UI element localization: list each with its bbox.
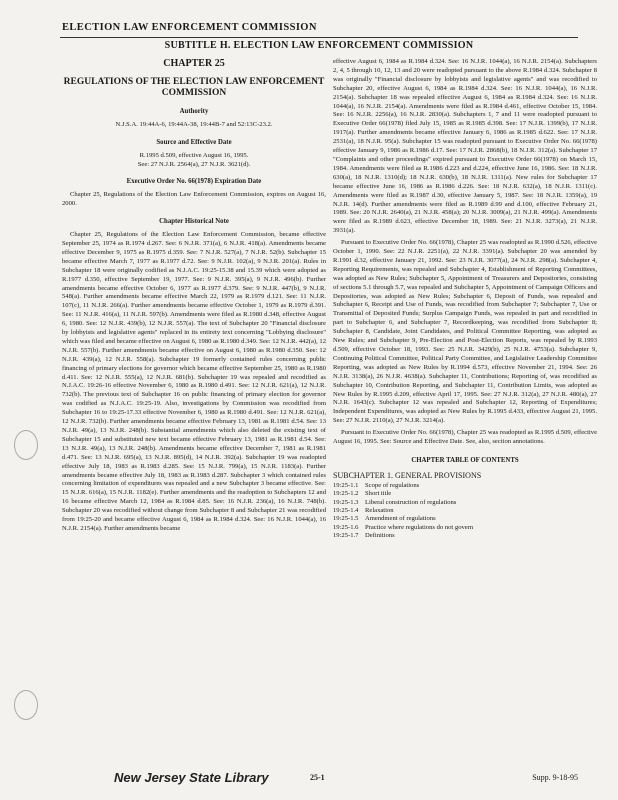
toc-entry-number: 19:25-1.7 xyxy=(333,532,359,540)
toc-entry-number: 19:25-1.1 xyxy=(333,481,359,489)
toc-entry-title: Short title xyxy=(365,490,392,498)
supplement-date: Supp. 9-18-95 xyxy=(532,773,578,782)
authority-text: N.J.S.A. 19:44A-6, 19:44A-38, 19:44B-7 and 52:13C-23.2. xyxy=(115,120,273,128)
toc-entry-title: Amendment of regulations xyxy=(365,515,436,523)
chapter-label: CHAPTER 25 xyxy=(163,58,225,69)
toc-entry-title: Practice where regulations do not govern xyxy=(365,523,474,531)
subtitle-heading: SUBTITLE H. ELECTION LAW ENFORCEMENT COMMISSION xyxy=(164,40,474,51)
source-line-2: See: 27 N.J.R. 2564(a), 27 N.J.R. 3621(d). xyxy=(137,160,251,168)
toc-entry[interactable] xyxy=(333,490,597,498)
running-head: ELECTION LAW ENFORCEMENT COMMISSION xyxy=(62,22,317,33)
toc-entry-title: Definitions xyxy=(365,532,395,540)
authority-heading: Authority xyxy=(179,107,209,115)
toc-entry[interactable] xyxy=(333,524,597,532)
toc-entry-number: 19:25-1.5 xyxy=(333,515,359,523)
toc-entry-number: 19:25-1.2 xyxy=(333,490,359,498)
toc-list xyxy=(333,482,597,541)
toc-subchapter-1: SUBCHAPTER 1. GENERAL PROVISIONS xyxy=(333,470,482,480)
historical-note-paragraph-4: Pursuant to Executive Order No. 66(1978), Chapter 25 was readopted as R.1995 d.509, effective August 16, 1995. See: Source and Effective Date. See, also, section annotations. xyxy=(333,429,597,446)
chapter-title: REGULATIONS OF THE ELECTION LAW ENFORCEMENT COMMISSION xyxy=(63,76,325,98)
source-heading: Source and Effective Date xyxy=(156,138,232,146)
toc-entry[interactable] xyxy=(333,499,597,507)
toc-entry-number: 19:25-1.3 xyxy=(333,498,359,506)
header-rule xyxy=(60,37,578,38)
historical-note-paragraph-1: Chapter 25, Regulations of the Election Law Enforcement Commission, became effective September 25, 1974 as R.1974 d.267. See: 6 N.J.R. 371(a), 6 N.J.R. 418(a). Amendments became effective December 9, 1975 as R.1975 d.359. See: 7 N.J.R. 527(a), 7 N.J.R. 52(b). Subchapter 15 became effective March 7, 1977 as R.1977 d.72. See: 9 N.J.R. 102(a), 9 N.J.R. 201(a). Rules in Subchapter 18 were originally codified as N.J.A.C. 19:25-15.38 and 15.39 which were adopted as R.1977 d.350, effective September 19, 1977. See: 9 N.J.R. 395(a), 9 N.J.R. 496(b). Further amendments became effective October 6, 1977 as R.1977 d.379. See: 9 N.J.R. 447(b), 9 N.J.R. 548(a). Further amendments became effective March 22, 1979 as R.1979 d.121. See: 11 N.J.R. 107(c), 11 N.J.R. 266(a). Further amendments became effective October 1, 1979 as R.1979 d.391. See: 11 N.J.R. 416(a), 11 N.J.R. 597(b). Amendments were filed as R.1980 d.348, effective August 6, 1980. See: 12 N.J.R. 439(b), 12 N.J.R. 557(a). The text of Subchapter 20 "Financial disclosure by lobbyists and legislative agents" replaced in its entirety text concerning "Lobbying disclosure" which was filed and became effective on August 6, 1980 as R.1980 d.349. See: 12 N.J.R. 442(a), 12 N.J.R. 557(b). Further amendments became effective on August 6, 1980 as R.1980 d.350. See: 12 N.J.R. 439(a), 12 N.J.R. 558(a). Subchapter 19 formerly contained rules concerning public financing of primary elections for governor which became effective September 25, 1980 as R.1980 d.411. See: 12 N.J.R. 555(a), 12 N.J.R. 681(b). Subchapter 19 was repealed and recodified as N.J.A.C. 19:26-16 effective November 6, 1980 as R.1980 d.491. See: 12 N.J.R. 621(a), 12 N.J.R. 732(b). The previous text of Subchapter 16 on public financing of primary election for governor was codified as N.J.A.C. 19:25-19. Also, investigations by Commission was recodified from Subchapter 16 to 19:25-17.33 effective November 6, 1980 as R.1980 d.491. See: 12 N.J.R. 621(a), 12 N.J.R. 732(b). Further amendments became effective February 13, 1981 as R.1981 d.54. See: 13 N.J.R. 49(a), 13 N.J.R. 248(b). Substantial amendments which also deleted the existing text of Subchapter 15 and substituted new text became effective February 13, 1981 as R.1981 d.54. See: 13 N.J.R. 49(a), 13 N.J.R. 248(b). Amendments became effective December 7, 1981 as R.1981 d.471. See: 13 N.J.R. 695(a), 13 N.J.R. 895(d), 14 N.J.R. 392(a). Subchapter 19 was readopted effective July 18, 1983 as R.1983 d.285. See: 15 N.J.R. 799(a), 15 N.J.R. 1183(a). Further amendments became effective July 18, 1983 as R.1983 d.287. Subchapter 3 which contained rules concerning limitation of expenditures was repealed and a new Subchapter 3 became effective. See: 15 N.J.R. 616(a), 15 N.J.R. 1182(e). Further amendments and the readoption to Subchapters 12 and 16 became effective March 12, 1984 as R.1984 d.85. See: 16 N.J.R. 236(a), 16 N.J.R. 748(b). Subchapter 20 was recodified without change from Subchapter 8 and Subchapter 21 was recodified from 19:25-20 and became effective August 6, 1984 as R.1984 d.324. See: 16 N.J.R. 1044(a), 16 N.J.R. 2154(a). Further amendments became xyxy=(62,231,326,532)
page-number: 25-1 xyxy=(310,773,325,782)
toc-entry[interactable] xyxy=(333,515,597,523)
toc-heading: CHAPTER TABLE OF CONTENTS xyxy=(411,456,519,464)
toc-entry-title: Liberal construction of regulations xyxy=(365,498,457,506)
toc-entry-number: 19:25-1.4 xyxy=(333,507,359,514)
toc-entry-title: Relaxation xyxy=(365,507,394,514)
binder-hole-mark xyxy=(14,690,38,720)
binder-hole-mark xyxy=(14,430,38,460)
toc-entry[interactable] xyxy=(333,507,597,515)
historical-note-heading: Chapter Historical Note xyxy=(159,218,229,226)
toc-entry[interactable] xyxy=(333,532,597,540)
right-column xyxy=(333,58,597,541)
toc-entry[interactable] xyxy=(333,482,597,490)
historical-note-paragraph-3: Pursuant to Executive Order No. 66(1978), Chapter 25 was readopted as R.1990 d.526, effective October 1, 1990. See: 22 N.J.R. 2251(a), 22 N.J.R. 3391(a). Subchapter 20 was amended by R.1991 d.32, effective January 21, 1992. See: 23 N.J.R. 3077(a), 24 N.J.R. 298(a). Subchapter 4, Reporting Requirements, was repealed and Subchapter 4, Establishment of Reporting Committees, was adopted as New Rules; Subchapter 5, Appointment of Treasurers and Depositories, consisting of sections 5.1 through 5.7, was repealed and Subchapter 5, Appointment of Campaign Officers and Depositories, was adopted as New Rules; Subchapter 6, Deposit of Funds, was repealed and Subchapter 6, Receipt and Use of Funds, was recodified from Subchapter 7; Subchapter 7, Use or Transmittal of Deposited Funds; Surplus Campaign Funds, was repealed in part and recodified in part to Subchapter 6, and Subchapter 7, Recordkeeping, was recodified from Subchapter 8; Subchapter 8, Candidate, Joint Candidates, and Political Committee Reporting, was adopted as New Rules; and Subchapter 9, Pre-Election and Post-Election Reports, was repealed by R.1993 d.509, effective October 18, 1993. See: 25 N.J.R. 3429(b), 25 N.J.R. 4753(a). Subchapter 9, Continuing Political Committee, Political Party Committee, and Legislative Leadership Committee Reporting, was adopted as New Rules by R.1994 d.573, effective November 21, 1994. See: 26 N.J.R. 3138(a), 26 N.J.R. 4638(a). Subchapter 11, Contributions; Reporting of, was recodified as Subchapter 10, Contribution Reporting, and Subchapter 11, Contribution Limits, was adopted as New Rules by R.1995 d.209, effective April 17, 1995. See: 27 N.J.R. 312(a), 27 N.J.R. 480(a), 27 N.J.R. 1643(c). Subchapter 12 was repealed and Subchapter 12, Reporting of Expenditures; Independent Expenditures, was adopted as New Rules by R.1995 d.433, effective August 21, 1995. See: 27 N.J.R. 2110(a), 27 N.J.R. 3214(a). xyxy=(333,239,597,425)
left-column xyxy=(62,58,326,534)
executive-order-text: Chapter 25, Regulations of the Election Law Enforcement Commission, expires on August 16, 2000. xyxy=(62,191,326,208)
historical-note-paragraph-2: effective August 6, 1984 as R.1984 d.324. See: 16 N.J.R. 1044(a), 16 N.J.R. 2154(a). Subchapters 2, 4, 5 through 10, 12, 13 and 20 were readopted pursuant to the above R.1984 d.324. Subchapter 8 was originally "Financial disclosure by lobbyists and legislative agents" and was recodified to Subchapter 20, effective August 6, 1984 as R.1984 d.324. See: 16 N.J.R. 1044(a), 16 N.J.R. 2154(a). Subchapter 18 was repealed effective August 6, 1984 as R.1984 d.324. See: 16 N.J.R. 1044(a), 16 N.J.R. 2154(a). Amendments were filed as R.1984 d.461, effective October 15, 1984. See: 16 N.J.R. 2256(a), 16 N.J.R. 2830(a). Subchapters 1, 7 and 11 were readopted pursuant to Executive Order 66(1978) filed July 15, 1985 as R.1985 d.398. See: 17 N.J.R. 1399(b), 17 N.J.R. 1917(a). Further amendments became effective January 6, 1986 as R.1985 d.622. See: 17 N.J.R. 2531(a), 18 N.J.R. 95(a). Subchapter 15 was readopted pursuant to Executive Order No. 66(1978) effective January 9, 1986 as R.1986 d.17. See: 17 N.J.R. 2868(b), 18 N.J.R. 312(a). Subchapter 17 "Complaints and other proceedings" expired pursuant to Executive Order 66(1978) on March 15, 1984. Amendments were filed as R.1986 d.223 and d.224, effective June 16, 1986. See: 18 N.J.R. 630(a), 18 N.J.R. 1310(d); 18 N.J.R. 630(b), 18 N.J.R. 1311(a). New rules for Subchapter 17 became effective June 16, 1986 as R.1986 d.226. See: 18 N.J.R. 632(a), 18 N.J.R. 1311(c). Amendments were filed as R.1987 d.30, effective January 5, 1987. See: 18 N.J.R. 1359(a), 19 N.J.R. 14(d). Further amendments were filed as R.1989 d.99 and d.100, effective February 21, 1989. See: 20 N.J.R. 2640(a), 21 N.J.R. 458(a); 20 N.J.R. 3009(a), 21 N.J.R. 499(a). Amendments were filed as R.1989 d.623, effective December 18, 1989. See: 21 N.J.R. 3273(a), 21 N.J.R. 3931(a). xyxy=(333,58,597,235)
toc-entry-title: Scope of regulations xyxy=(365,481,420,489)
toc-entry-number: 19:25-1.6 xyxy=(333,523,359,531)
library-stamp: New Jersey State Library xyxy=(114,770,269,785)
executive-order-heading: Executive Order No. 66(1978) Expiration Date xyxy=(126,178,262,186)
source-line-1: R.1995 d.509, effective August 16, 1995. xyxy=(139,151,249,159)
